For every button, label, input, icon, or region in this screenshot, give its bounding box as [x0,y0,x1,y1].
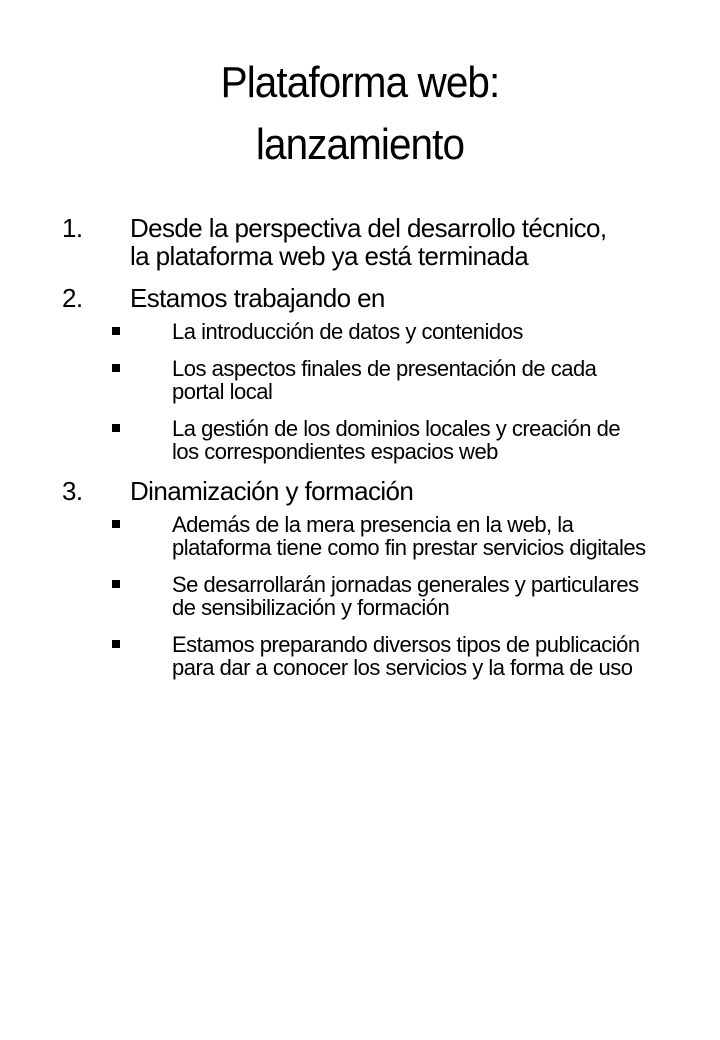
sub-item-text: La introducción de datos y contenidos [172,319,523,344]
item-number: 3. [62,476,83,506]
sub-list [112,513,662,679]
list-item [62,214,662,270]
title-line-2: lanzamiento [255,120,465,169]
sub-list-item [112,633,662,679]
sub-item-text: Estamos preparando diversos tipos de publicación para dar a conocer los servicios y la forma de uso [172,632,640,680]
sub-list-item [112,513,662,559]
square-bullet-icon [112,520,120,528]
square-bullet-icon [112,327,120,335]
square-bullet-icon [112,640,120,648]
title-line-1: Plataforma web: [220,58,500,107]
sub-list-item [112,417,662,463]
sub-item-text: La gestión de los dominios locales y creación de los correspondientes espacios web [172,416,621,464]
numbered-list [62,214,662,693]
item-text: Estamos trabajando en [130,283,385,313]
sub-item-text: Los aspectos finales de presentación de cada portal local [172,356,597,404]
square-bullet-icon [112,364,120,372]
item-number: 2. [62,283,83,313]
list-item [62,477,662,679]
list-item [62,284,662,463]
sub-item-text: Se desarrollarán jornadas generales y particulares de sensibilización y formación [172,572,639,620]
square-bullet-icon [112,424,120,432]
square-bullet-icon [112,580,120,588]
page-title [29,52,691,176]
sub-list [112,320,662,463]
sub-item-text: Además de la mera presencia en la web, la plataforma tiene como fin prestar servicios digitales [172,512,646,560]
sub-list-item [112,320,662,343]
item-text: Desde la perspectiva del desarrollo técnico, la plataforma web ya está terminada [130,213,607,271]
sub-list-item [112,357,662,403]
item-number: 1. [62,213,83,243]
item-text: Dinamización y formación [130,476,414,506]
sub-list-item [112,573,662,619]
